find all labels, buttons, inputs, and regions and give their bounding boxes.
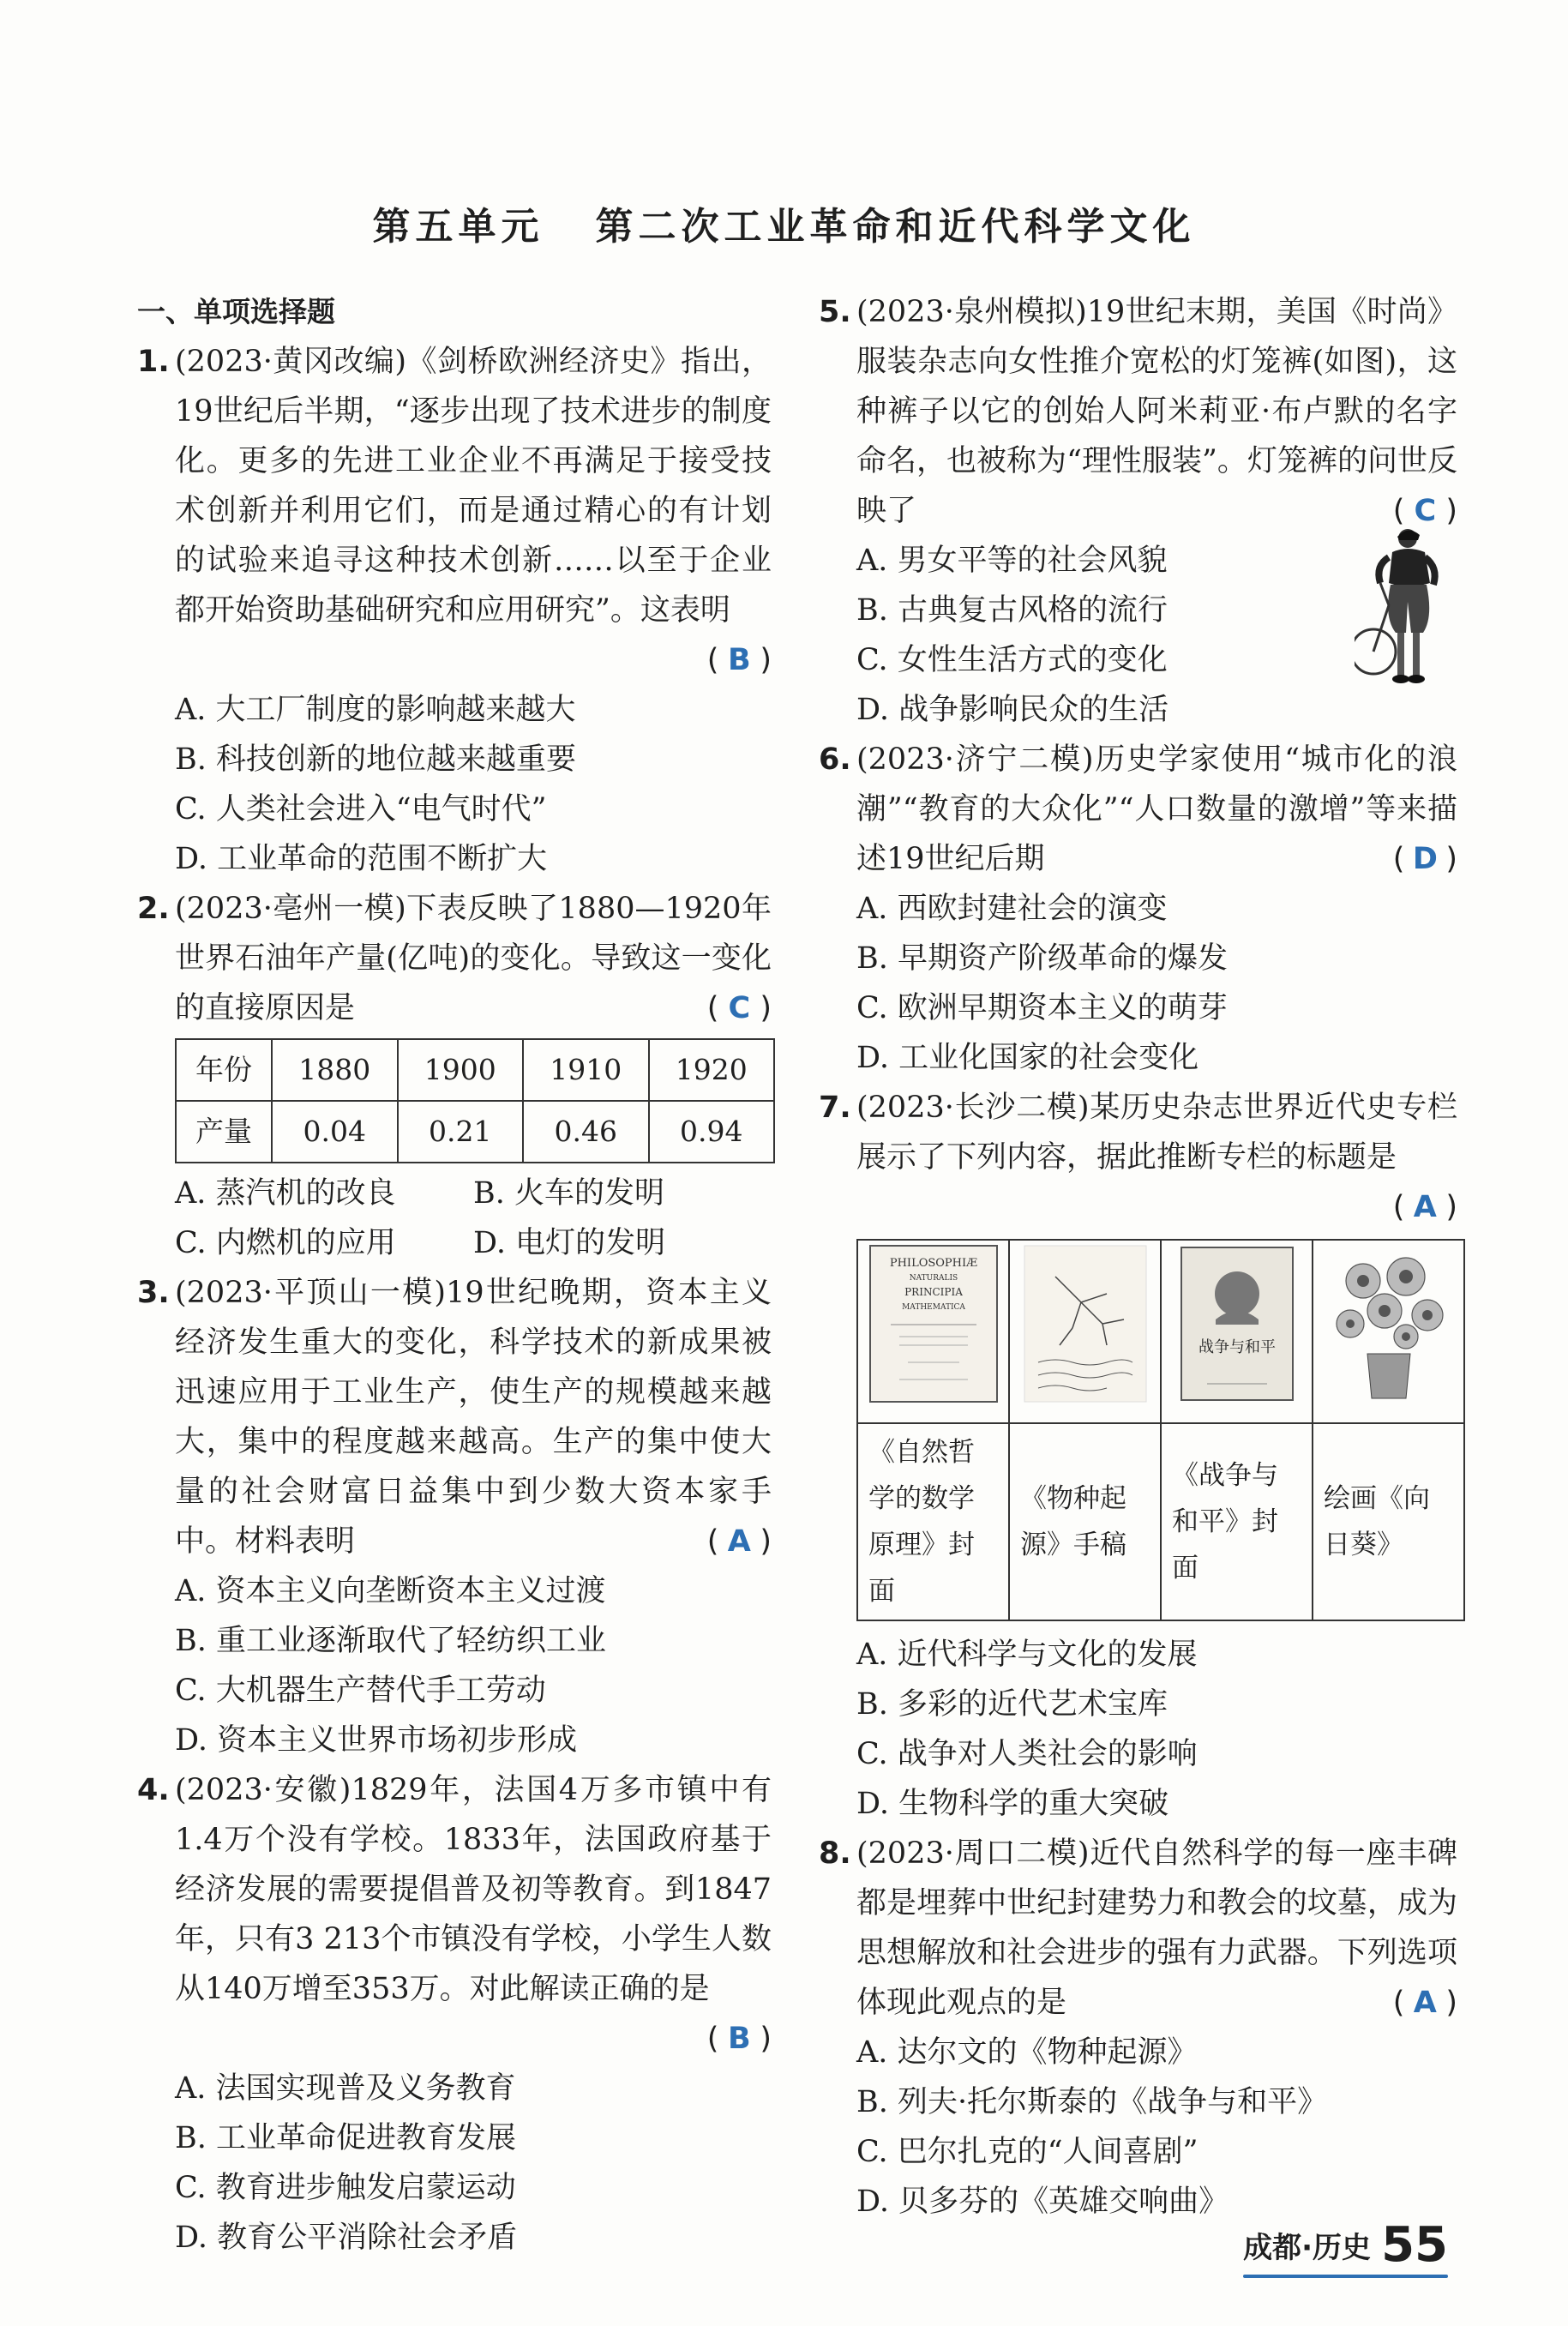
question-6 xyxy=(819,735,1457,1083)
question-1 xyxy=(137,337,772,884)
sunflowers-icon xyxy=(1320,1242,1457,1405)
table-cell: 1920 xyxy=(649,1039,775,1101)
option-c: C. 大机器生产替代手工劳动 xyxy=(175,1674,546,1708)
option-c: C. 巴尔扎克的“人间喜剧” xyxy=(856,2135,1199,2169)
option-a: A. 男女平等的社会风貌 xyxy=(856,544,1168,578)
table-row xyxy=(176,1039,774,1101)
question-stem: (2023·泉州模拟)19世纪末期，美国《时尚》服装杂志向女性推介宽松的灯笼裤(如图)，这种裤子以它的创始人阿米莉亚·布卢默的名字命名，也被称为“理性服装”。灯笼裤的问世反映了 xyxy=(856,295,1457,528)
sunflowers-painting-image xyxy=(1313,1240,1464,1423)
page-number: 55 xyxy=(1381,2217,1448,2273)
answer-bracket: ( C ) xyxy=(707,983,772,1033)
option-b: B. 火车的发明 xyxy=(473,1176,664,1211)
option-d: D. 教育公平消除社会矛盾 xyxy=(175,2221,518,2255)
bloomer-woman-bicycle-illustration xyxy=(1355,523,1457,694)
answer-letter: B xyxy=(728,2022,751,2056)
oil-production-table xyxy=(175,1038,775,1163)
unit-name: 第二次工业革命和近代科学文化 xyxy=(595,205,1196,249)
question-number: 8. xyxy=(819,1836,851,1871)
option-c: C. 战争对人类社会的影响 xyxy=(856,1737,1198,1771)
question-stem: (2023·亳州一模)下表反映了1880—1920年世界石油年产量(亿吨)的变化。导致这一变化的直接原因是 xyxy=(175,892,772,1025)
option-b: B. 工业革命促进教育发展 xyxy=(175,2121,516,2155)
caption-principia: 《自然哲学的数学原理》封面 xyxy=(857,1423,1009,1620)
footer-label: 成都·历史 xyxy=(1243,2231,1372,2265)
left-column xyxy=(137,287,772,2263)
option-d: D. 资本主义世界市场初步形成 xyxy=(175,1723,578,1758)
option-b: B. 列夫·托尔斯泰的《战争与和平》 xyxy=(856,2085,1328,2119)
table-row xyxy=(857,1423,1464,1620)
table-cell: 0.04 xyxy=(272,1101,398,1163)
option-b: B. 早期资产阶级革命的爆发 xyxy=(856,941,1228,976)
book-title-line: MATHEMATICA xyxy=(901,1302,965,1312)
table-cell: 1910 xyxy=(523,1039,649,1101)
question-number: 3. xyxy=(137,1276,170,1310)
question-number: 4. xyxy=(137,1773,170,1807)
answer-letter: B xyxy=(728,643,751,677)
option-a: A. 达尔文的《物种起源》 xyxy=(856,2035,1198,2070)
option-b: B. 古典复古风格的流行 xyxy=(856,593,1168,628)
question-2 xyxy=(137,884,772,1268)
table-cell: 1880 xyxy=(272,1039,398,1101)
option-b: B. 多彩的近代艺术宝库 xyxy=(856,1687,1168,1722)
section-heading: 一、单项选择题 xyxy=(137,295,335,328)
war-and-peace-cover-image xyxy=(1161,1240,1313,1423)
page-footer xyxy=(1243,2217,1448,2273)
option-a: A. 大工厂制度的影响越来越大 xyxy=(175,693,576,727)
book-title-line: PRINCIPIA xyxy=(904,1285,963,1298)
principia-cover-image xyxy=(857,1240,1009,1423)
unit-title xyxy=(0,195,1568,250)
exhibit-table xyxy=(856,1239,1465,1621)
question-number: 2. xyxy=(137,892,170,926)
option-b: B. 重工业逐渐取代了轻纺织工业 xyxy=(175,1624,606,1658)
table-row xyxy=(176,1101,774,1163)
question-stem: (2023·平顶山一模)19世纪晚期，资本主义经济发生重大的变化，科学技术的新成果被迅速应用于工业生产，使生产的规模越来越大，集中的程度越来越高。生产的集中使大量的社会财富日益集中到少数大资本家手中。材料表明 xyxy=(175,1276,772,1559)
option-c: C. 人类社会进入“电气时代” xyxy=(175,792,547,826)
answer-letter: C xyxy=(1414,494,1437,528)
answer-bracket: ( D ) xyxy=(1393,834,1457,884)
option-c: C. 内燃机的应用 xyxy=(175,1226,396,1260)
option-c: C. 女性生活方式的变化 xyxy=(856,643,1168,677)
question-stem: (2023·安徽)1829年，法国4万多市镇中有1.4万个没有学校。1833年，法国政府基于经济发展的需要提倡普及初等教育。到1847年，只有3 213个市镇没有学校，小学生人数从140万增至353万。对此解读正确的是 xyxy=(175,1773,772,2006)
answer-letter: C xyxy=(728,991,751,1025)
question-number: 6. xyxy=(819,742,851,777)
table-cell: 0.46 xyxy=(523,1101,649,1163)
footer-underline xyxy=(1243,2275,1448,2278)
option-d: D. 生物科学的重大突破 xyxy=(856,1787,1169,1821)
answer-bracket: ( B ) xyxy=(707,2014,772,2064)
question-8 xyxy=(819,1829,1457,2227)
question-stem: (2023·济宁二模)历史学家使用“城市化的浪潮”“教育的大众化”“人口数量的激增”等来描述19世纪后期 xyxy=(856,742,1457,876)
option-d: D. 战争影响民众的生活 xyxy=(856,693,1169,727)
answer-letter: A xyxy=(1413,1190,1437,1224)
answer-letter: A xyxy=(1413,1986,1437,2020)
table-cell: 年份 xyxy=(176,1039,272,1101)
question-number: 1. xyxy=(137,345,170,379)
option-c: C. 欧洲早期资本主义的萌芽 xyxy=(856,991,1228,1025)
table-cell: 产量 xyxy=(176,1101,272,1163)
question-3 xyxy=(137,1268,772,1765)
option-c: C. 教育进步触发启蒙运动 xyxy=(175,2171,516,2205)
answer-bracket: ( B ) xyxy=(707,635,772,685)
question-4 xyxy=(137,1765,772,2263)
option-a: A. 西欧封建社会的演变 xyxy=(856,892,1168,926)
origin-of-species-manuscript-image xyxy=(1009,1240,1161,1423)
caption-origin-of-species: 《物种起源》手稿 xyxy=(1009,1423,1161,1620)
answer-letter: D xyxy=(1412,842,1438,876)
book-title-line: NATURALIS xyxy=(909,1273,958,1283)
table-row xyxy=(857,1240,1464,1423)
caption-war-and-peace: 《战争与和平》封面 xyxy=(1161,1423,1313,1620)
question-number: 7. xyxy=(819,1091,851,1125)
option-d: D. 工业革命的范围不断扩大 xyxy=(175,842,548,876)
manuscript-sketch-icon xyxy=(1021,1242,1150,1405)
caption-sunflowers: 绘画《向日葵》 xyxy=(1313,1423,1464,1620)
principia-cover-icon xyxy=(865,1242,1002,1405)
option-a: A. 蒸汽机的改良 xyxy=(175,1176,396,1211)
option-b: B. 科技创新的地位越来越重要 xyxy=(175,742,576,777)
question-stem: (2023·长沙二模)某历史杂志世界近代史专栏展示了下列内容，据此推断专栏的标题是 xyxy=(856,1091,1457,1175)
answer-bracket: ( A ) xyxy=(1393,1182,1457,1232)
option-d: D. 电灯的发明 xyxy=(473,1226,666,1260)
option-a: A. 资本主义向垄断资本主义过渡 xyxy=(175,1574,606,1608)
table-cell: 0.21 xyxy=(398,1101,524,1163)
option-a: A. 近代科学与文化的发展 xyxy=(856,1638,1198,1672)
answer-letter: A xyxy=(727,1524,751,1559)
book-title-line: PHILOSOPHIÆ xyxy=(889,1256,977,1270)
question-7 xyxy=(819,1083,1457,1829)
answer-bracket: ( A ) xyxy=(707,1517,772,1566)
unit-number: 第五单元 xyxy=(372,205,544,249)
right-column xyxy=(819,287,1457,2227)
question-stem: (2023·黄冈改编)《剑桥欧洲经济史》指出，19世纪后半期，“逐步出现了技术进步的制度化。更多的先进工业企业不再满足于接受技术创新并利用它们，而是通过精心的有计划的试验来追寻这种技术创新……以至于企业都开始资助基础研究和应用研究”。这表明 xyxy=(175,345,772,628)
answer-bracket: ( A ) xyxy=(1393,1978,1457,2028)
answer-bracket: ( C ) xyxy=(1393,486,1457,536)
question-number: 5. xyxy=(819,295,851,329)
option-a: A. 法国实现普及义务教育 xyxy=(175,2071,516,2106)
war-and-peace-cover-icon xyxy=(1173,1242,1301,1405)
table-cell: 1900 xyxy=(398,1039,524,1101)
table-cell: 0.94 xyxy=(649,1101,775,1163)
option-d: D. 工业化国家的社会变化 xyxy=(856,1041,1199,1075)
question-5 xyxy=(819,287,1457,735)
question-stem: (2023·周口二模)近代自然科学的每一座丰碑都是埋葬中世纪封建势力和教会的坟墓，成为思想解放和社会进步的强有力武器。下列选项体现此观点的是 xyxy=(856,1836,1457,2020)
book-title: 战争与和平 xyxy=(1198,1337,1276,1356)
option-d: D. 贝多芬的《英雄交响曲》 xyxy=(856,2185,1229,2219)
